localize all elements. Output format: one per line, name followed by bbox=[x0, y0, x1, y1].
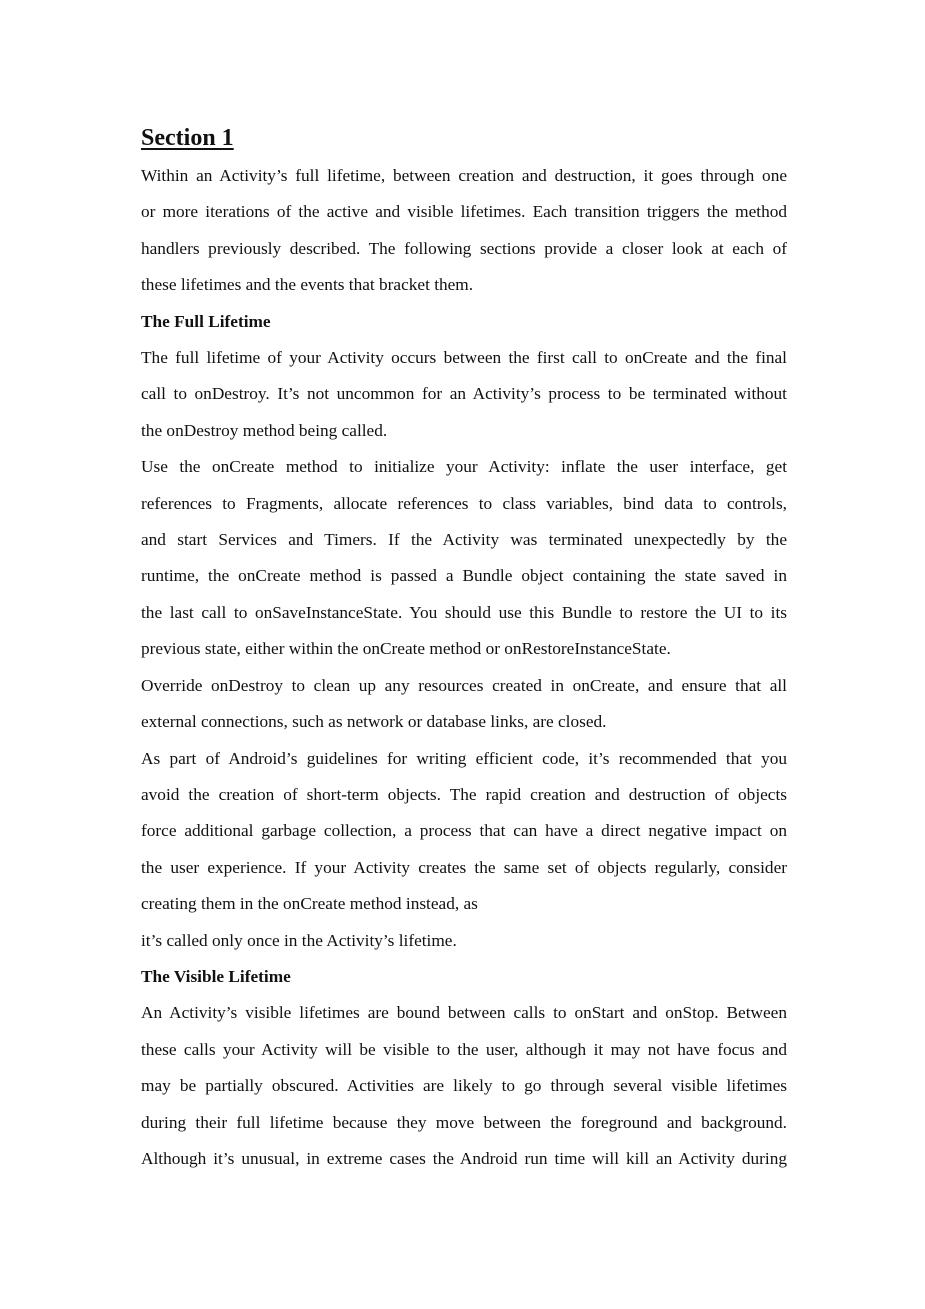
section-title: Section 1 bbox=[141, 125, 234, 151]
text-line: the onDestroy method being called. bbox=[141, 420, 388, 440]
text-line: call to onDestroy. It’s not uncommon for an Activity’s process to be terminated without bbox=[141, 384, 787, 404]
text-line: runtime, the onCreate method is passed a Bundle object containing the state saved in bbox=[141, 566, 787, 586]
text-line: Use the onCreate method to initialize your Activity: inflate the user interface, get bbox=[141, 457, 787, 477]
text-line: The full lifetime of your Activity occurs between the first call to onCreate and the final bbox=[141, 348, 787, 368]
text-line: these lifetimes and the events that bracket them. bbox=[141, 275, 474, 295]
visible-lifetime-heading: The Visible Lifetime bbox=[141, 966, 291, 986]
text-line: may be partially obscured. Activities are likely to go through several visible lifetimes bbox=[141, 1076, 787, 1096]
intro-paragraph bbox=[141, 158, 787, 304]
text-line: creating them in the onCreate method instead, as bbox=[141, 894, 478, 914]
text-line: previous state, either within the onCreate method or onRestoreInstanceState. bbox=[141, 639, 671, 659]
full-lifetime-paragraph-3 bbox=[141, 668, 787, 741]
text-line: An Activity’s visible lifetimes are bound between calls to onStart and onStop. Between bbox=[141, 1003, 787, 1023]
text-line: references to Fragments, allocate references to class variables, bind data to controls, bbox=[141, 493, 787, 513]
text-line: the last call to onSaveInstanceState. You should use this Bundle to restore the UI to its bbox=[141, 602, 787, 622]
full-lifetime-paragraph-1 bbox=[141, 340, 787, 449]
full-lifetime-paragraph-5 bbox=[141, 923, 787, 959]
full-lifetime-heading: The Full Lifetime bbox=[141, 311, 271, 331]
document-page bbox=[141, 122, 787, 1177]
visible-lifetime-paragraph-1 bbox=[141, 995, 787, 1177]
text-line: force additional garbage collection, a process that can have a direct negative impact on bbox=[141, 821, 787, 841]
full-lifetime-paragraph-4 bbox=[141, 741, 787, 923]
text-line: handlers previously described. The following sections provide a closer look at each of bbox=[141, 238, 787, 258]
text-line: Within an Activity’s full lifetime, between creation and destruction, it goes through one bbox=[141, 166, 787, 185]
text-line: Although it’s unusual, in extreme cases the Android run time will kill an Activity during bbox=[141, 1148, 787, 1168]
text-line: Override onDestroy to clean up any resources created in onCreate, and ensure that all bbox=[141, 675, 787, 695]
text-line: it’s called only once in the Activity’s lifetime. bbox=[141, 930, 457, 950]
text-line: external connections, such as network or database links, are closed. bbox=[141, 712, 607, 732]
text-line: As part of Android’s guidelines for writing efficient code, it’s recommended that you bbox=[141, 748, 787, 768]
full-lifetime-paragraph-2 bbox=[141, 449, 787, 667]
text-line: avoid the creation of short-term objects. The rapid creation and destruction of objects bbox=[141, 784, 787, 804]
text-line: these calls your Activity will be visible to the user, although it may not have focus and bbox=[141, 1039, 787, 1059]
text-line: or more iterations of the active and visible lifetimes. Each transition triggers the method bbox=[141, 202, 787, 222]
text-line: and start Services and Timers. If the Activity was terminated unexpectedly by the bbox=[141, 530, 787, 550]
text-line: the user experience. If your Activity creates the same set of objects regularly, consider bbox=[141, 857, 787, 877]
text-line: during their full lifetime because they move between the foreground and background. bbox=[141, 1112, 787, 1132]
